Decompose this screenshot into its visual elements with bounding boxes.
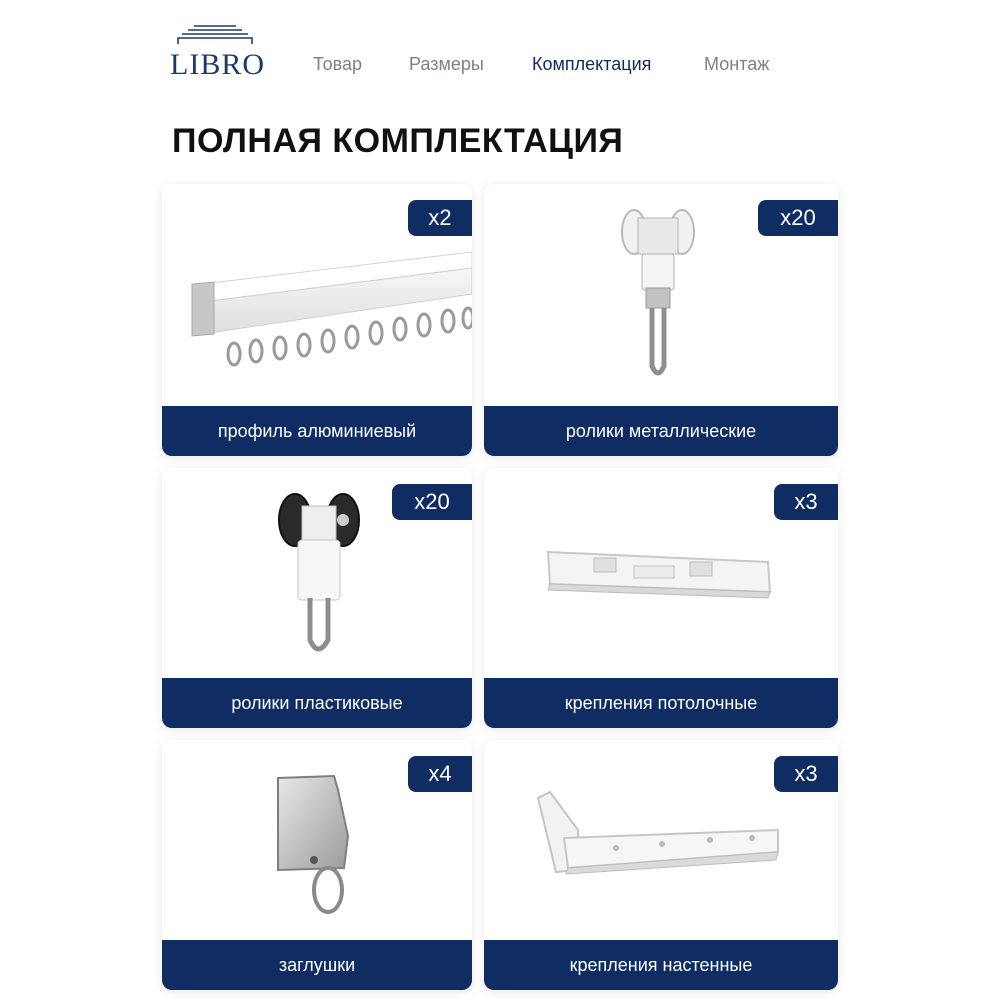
- item-caption: крепления настенные: [484, 940, 838, 990]
- roof-lines-logo-mark-icon: [174, 24, 256, 46]
- quantity-badge: x20: [758, 200, 838, 236]
- product-card-profile: [162, 184, 472, 456]
- product-card-metal-rollers: [484, 184, 838, 456]
- product-card-plastic-rollers: [162, 468, 472, 728]
- nav-tab-contents[interactable]: Комплектация: [532, 54, 652, 74]
- quantity-badge: x2: [408, 200, 472, 236]
- product-card-end-caps: [162, 740, 472, 990]
- brand-name: LIBRO: [170, 48, 265, 81]
- quantity-badge: x3: [774, 484, 838, 520]
- item-caption: заглушки: [162, 940, 472, 990]
- item-caption: ролики пластиковые: [162, 678, 472, 728]
- item-caption: крепления потолочные: [484, 678, 838, 728]
- site-header: [0, 0, 1000, 110]
- nav-tab-product[interactable]: Товар: [313, 54, 362, 74]
- quantity-badge: x3: [774, 756, 838, 792]
- nav-tab-sizes[interactable]: Размеры: [409, 54, 484, 74]
- nav-tab-installation[interactable]: Монтаж: [704, 54, 770, 74]
- product-card-wall-brackets: [484, 740, 838, 990]
- quantity-badge: x4: [408, 756, 472, 792]
- product-card-ceiling-brackets: [484, 468, 838, 728]
- item-caption: профиль алюминиевый: [162, 406, 472, 456]
- page-title: ПОЛНАЯ КОМПЛЕКТАЦИЯ: [172, 122, 624, 160]
- quantity-badge: x20: [392, 484, 472, 520]
- brand-logo[interactable]: [170, 24, 265, 81]
- item-caption: ролики металлические: [484, 406, 838, 456]
